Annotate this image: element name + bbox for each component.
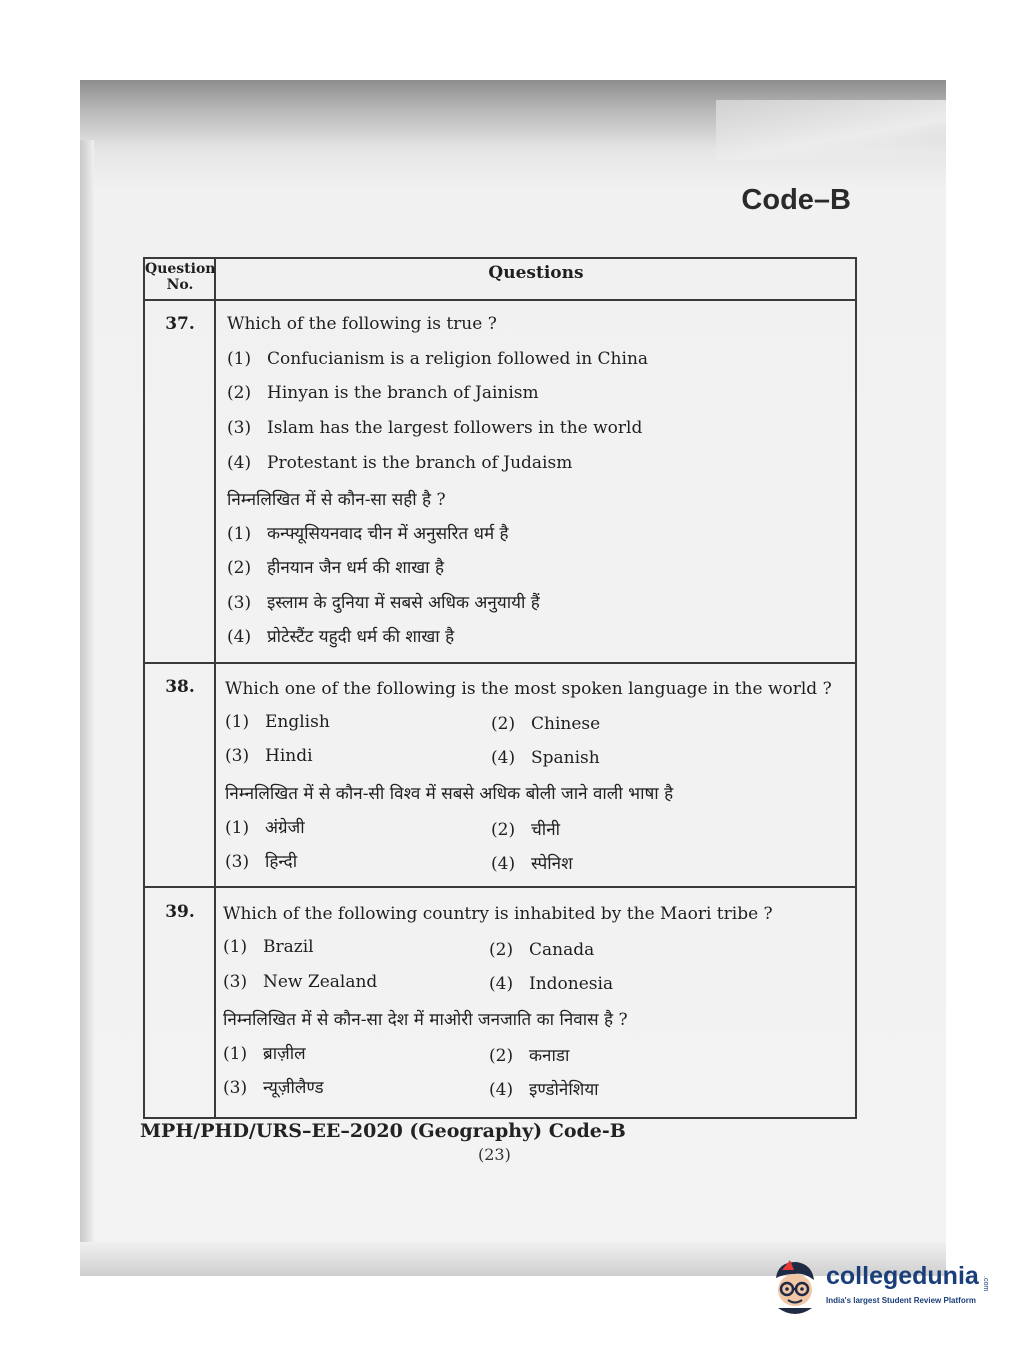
option-hi: (3) न्यूज़ीलैण्ड <box>223 1078 324 1098</box>
option-hi: (1) अंग्रेजी <box>225 818 305 838</box>
option-hi: (4) इण्डोनेशिया <box>489 1080 599 1100</box>
option-en: (3) Islam has the largest followers in the world <box>227 418 643 438</box>
question-text-hi: निम्नलिखित में से कौन-सी विश्व में सबसे अधिक बोली जाने वाली भाषा है <box>225 784 674 804</box>
option-hi: (2) हीनयान जैन धर्म की शाखा है <box>227 558 445 578</box>
brand-tld: .com <box>982 1276 989 1292</box>
question-text-hi: निम्नलिखित में से कौन-सा सही है ? <box>227 490 446 510</box>
option-hi: (4) स्पेनिश <box>491 854 573 874</box>
collegedunia-watermark <box>768 1258 998 1318</box>
option-en: (2) Canada <box>489 940 595 960</box>
row-divider <box>145 886 855 888</box>
option-en: (3) New Zealand <box>223 972 378 992</box>
option-hi: (3) इस्लाम के दुनिया में सबसे अधिक अनुयायी हैं <box>227 593 540 613</box>
option-en: (1) Confucianism is a religion followed in China <box>227 349 649 369</box>
page-number: (23) <box>478 1145 511 1164</box>
header-divider <box>145 299 855 301</box>
option-en: (2) Hinyan is the branch of Jainism <box>227 383 539 403</box>
mascot-icon <box>768 1258 822 1318</box>
question-text-hi: निम्नलिखित में से कौन-सा देश में माओरी जनजाति का निवास है ? <box>223 1010 628 1030</box>
option-en: (2) Chinese <box>491 714 601 734</box>
question-text-en: Which of the following is true ? <box>227 314 497 334</box>
page-curl-shadow <box>716 100 946 160</box>
option-hi: (1) कन्फ्यूसियनवाद चीन में अनुसरित धर्म है <box>227 524 509 544</box>
question-number: 39. <box>165 902 195 922</box>
option-en: (3) Hindi <box>225 746 313 766</box>
option-hi: (2) कनाडा <box>489 1046 570 1066</box>
option-en: (1) Brazil <box>223 937 314 957</box>
option-en: (1) English <box>225 712 330 732</box>
option-en: (4) Indonesia <box>489 974 614 994</box>
row-divider <box>145 662 855 664</box>
option-hi: (2) चीनी <box>491 820 561 840</box>
question-number: 38. <box>165 677 195 697</box>
footer-exam-code: MPH/PHD/URS–EE–2020 (Geography) Code-B <box>140 1120 626 1142</box>
column-header-question-no: Question No. <box>145 261 216 293</box>
scan-edge <box>80 140 94 1276</box>
brand-tagline: India's largest Student Review Platform <box>826 1296 976 1305</box>
brand-name: collegedunia <box>826 1262 979 1290</box>
option-en: (4) Protestant is the branch of Judaism <box>227 453 573 473</box>
option-hi: (1) ब्राज़ील <box>223 1044 306 1064</box>
column-header-questions: Questions <box>488 263 584 283</box>
questions-table <box>143 257 857 1119</box>
question-text-en: Which one of the following is the most spoken language in the world ? <box>225 679 832 699</box>
option-en: (4) Spanish <box>491 748 600 768</box>
question-text-en: Which of the following country is inhabited by the Maori tribe ? <box>223 904 773 924</box>
option-hi: (4) प्रोटेस्टैंट यहुदी धर्म की शाखा है <box>227 627 455 647</box>
code-header: Code–B <box>741 184 851 216</box>
question-number: 37. <box>165 314 195 334</box>
option-hi: (3) हिन्दी <box>225 852 298 872</box>
